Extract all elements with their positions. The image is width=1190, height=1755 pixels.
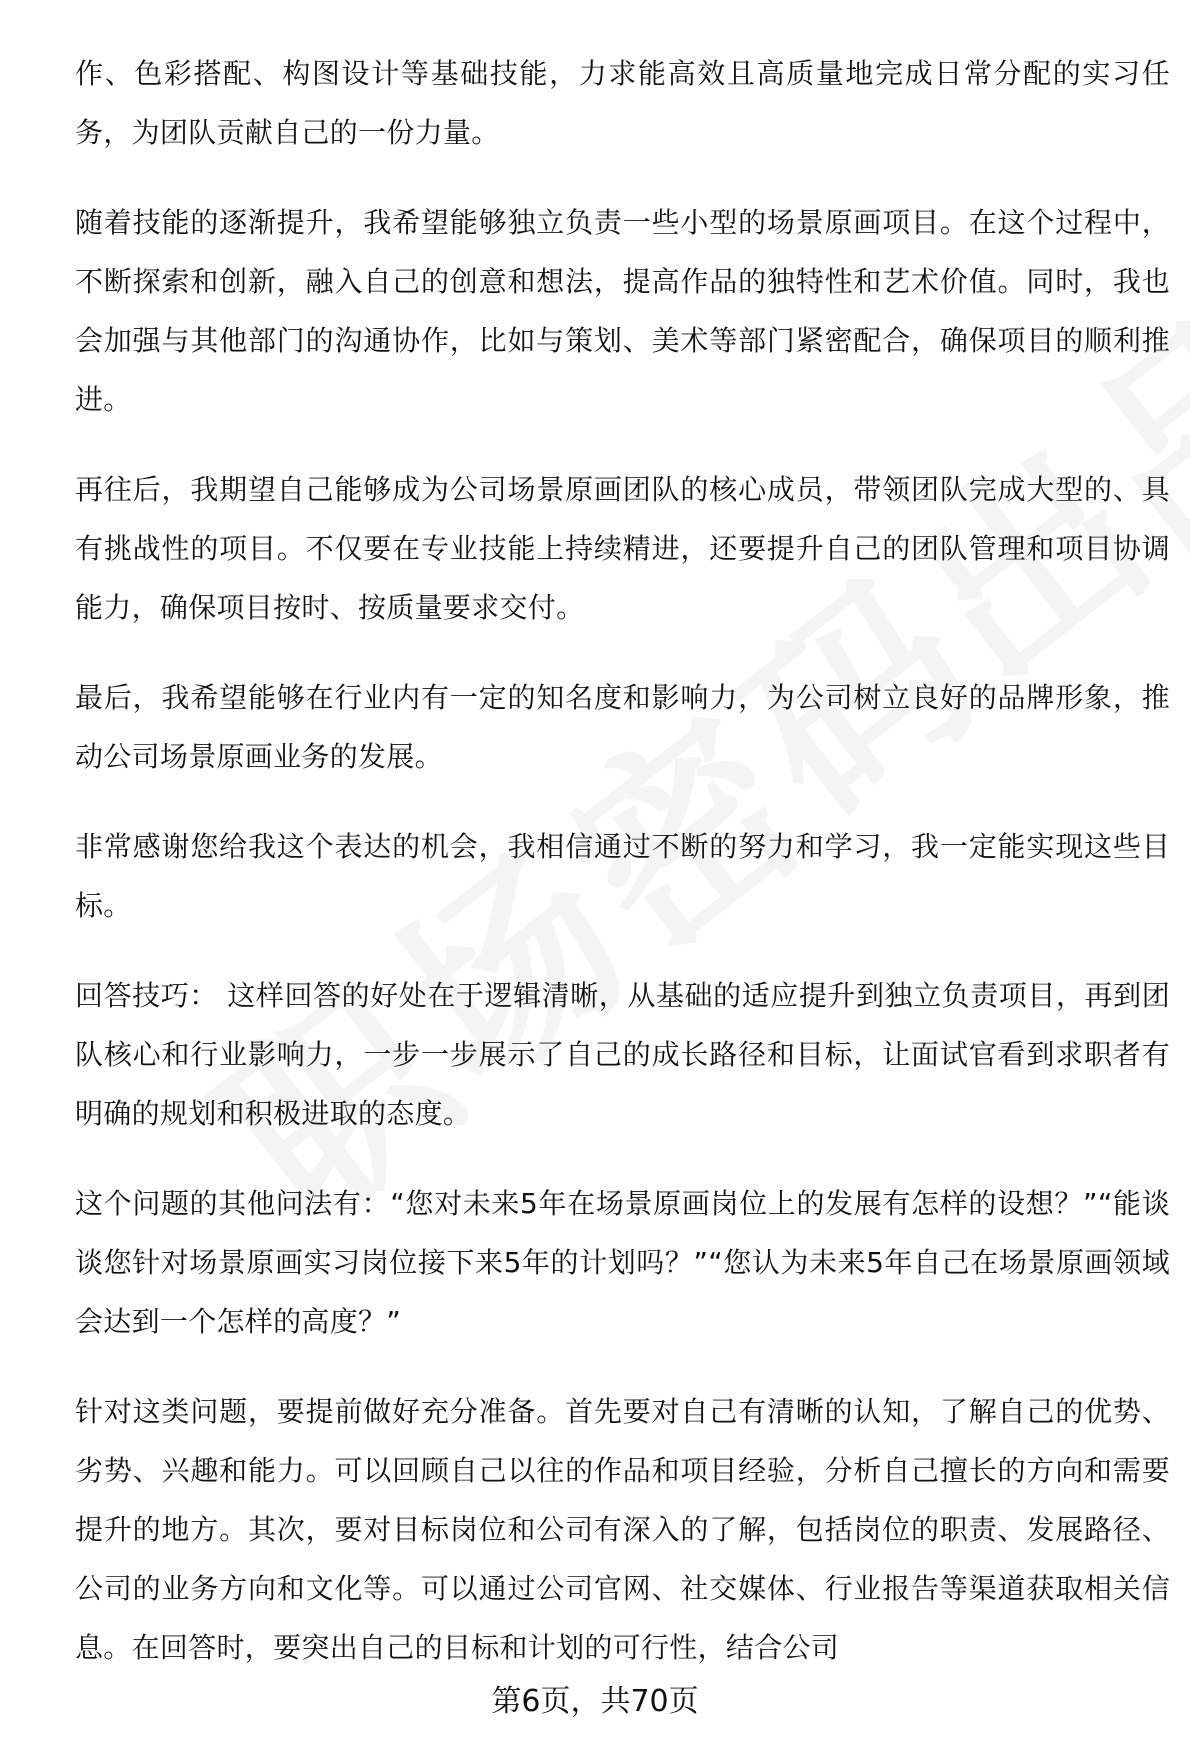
paragraph-alternative-questions: 这个问题的其他问法有：“您对未来5年在场景原画岗位上的发展有怎样的设想？”“能谈谈您针对场景原画实习岗位接下来5年的计划吗？”“您认为未来5年自己在场景原画领域会达到一个怎样的高度？” xyxy=(75,1187,1170,1338)
paragraph-4: 最后，我希望能够在行业内有一定的知名度和影响力，为公司树立良好的品牌形象，推动公司场景原画业务的发展。 xyxy=(75,681,1170,773)
paragraph-answer-tips: 回答技巧： 这样回答的好处在于逻辑清晰，从基础的适应提升到独立负责项目，再到团队核心和行业影响力，一步一步展示了自己的成长路径和目标，让面试官看到求职者有明确的规划和积极进取的态度。 xyxy=(75,979,1170,1130)
document-body xyxy=(75,44,1170,1708)
paragraph-preparation: 针对这类问题，要提前做好充分准备。首先要对自己有清晰的认知，了解自己的优势、劣势、兴趣和能力。可以回顾自己以往的作品和项目经验，分析自己擅长的方向和需要提升的地方。其次，要对目标岗位和公司有深入的了解，包括岗位的职责、发展路径、公司的业务方向和文化等。可以通过公司官网、社交媒体、行业报告等渠道获取相关信息。在回答时，要突出自己的目标和计划的可行性，结合公司 xyxy=(75,1395,1170,1664)
paragraph-2: 随着技能的逐渐提升，我希望能够独立负责一些小型的场景原画项目。在这个过程中，不断探索和创新，融入自己的创意和想法，提高作品的独特性和艺术价值。同时，我也会加强与其他部门的沟通协作，比如与策划、美术等部门紧密配合，确保项目的顺利推进。 xyxy=(75,206,1170,416)
paragraph-5: 非常感谢您给我这个表达的机会，我相信通过不断的努力和学习，我一定能实现这些目标。 xyxy=(75,830,1170,922)
paragraph-1: 作、色彩搭配、构图设计等基础技能，力求能高效且高质量地完成日常分配的实习任务，为团队贡献自己的一份力量。 xyxy=(75,57,1170,149)
paragraph-3: 再往后，我期望自己能够成为公司场景原画团队的核心成员，带领团队完成大型的、具有挑战性的项目。不仅要在专业技能上持续精进，还要提升自己的团队管理和项目协调能力，确保项目按时、按质量要求交付。 xyxy=(75,473,1170,624)
page-number-footer: 第6页，共70页 xyxy=(491,1684,699,1719)
